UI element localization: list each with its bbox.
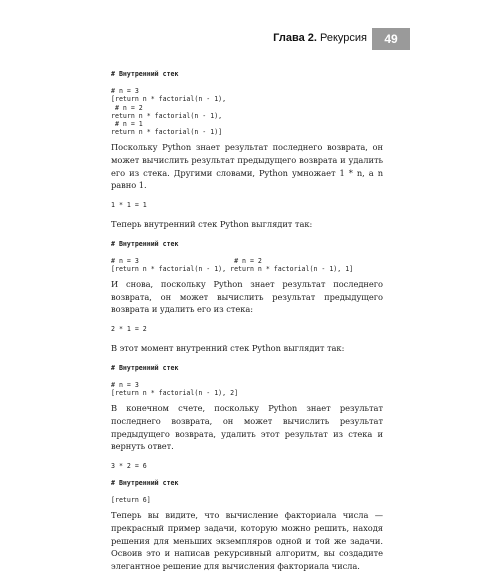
code-comment: # Внутренний стек xyxy=(111,478,179,487)
paragraph: И снова, поскольку Python знает результат последнего возврата, он может вычислить результат предыдущего возврата и удалить его из стека: xyxy=(111,279,383,315)
code-block: # n = 3 [return n * factorial(n - 1), # n = 2 return n * factorial(n - 1), # n = 1 return n * factorial(n - 1)] xyxy=(111,87,227,137)
chapter-label: Глава 2. xyxy=(273,32,317,44)
code-block: # n = 3 [return n * factorial(n - 1), 2] xyxy=(111,380,239,398)
code-comment: # Внутренний стек xyxy=(111,363,179,372)
code-comment: # Внутренний стек xyxy=(111,239,179,248)
paragraph: Теперь вы видите, что вычисление факториала числа — прекрасный пример задачи, которую можно решить, находя решения для меньших экземпляров одной и той же задачи. Освоив это и написав рекурсивный алгоритм, вы создадите элегантное решение для вычисления факториала числа. xyxy=(111,510,383,571)
code-block: # n = 3 # n = 2 [return n * factorial(n - 1), return n * factorial(n - 1), 1] xyxy=(111,256,354,273)
code-block: 3 * 2 = 6 xyxy=(111,461,147,470)
paragraph: В этот момент внутренний стек Python выглядит так: xyxy=(111,343,345,354)
code-block: 1 * 1 = 1 xyxy=(111,200,147,209)
paragraph: В конечном счете, поскольку Python знает результат последнего возврата, он может вычислить результат предыдущего возврата, удалить этот результат из стека и вернуть ответ. xyxy=(111,403,383,452)
chapter-title xyxy=(273,32,367,44)
page-content xyxy=(111,70,383,572)
page-header xyxy=(0,28,500,50)
paragraph: Теперь внутренний стек Python выглядит так: xyxy=(111,219,313,229)
paragraph: Поскольку Python знает результат последнего возврата, он может вычислить результат предыдущего возврата и удалить его из стека. Другими словами, Python умножает 1 * n, а n равно 1. xyxy=(111,142,383,191)
chapter-name: Рекурсия xyxy=(319,32,367,44)
code-block: [return 6] xyxy=(111,496,151,505)
page-number: 49 xyxy=(372,28,410,50)
code-comment: # Внутренний стек xyxy=(111,70,179,78)
code-block: 2 * 1 = 2 xyxy=(111,324,147,333)
